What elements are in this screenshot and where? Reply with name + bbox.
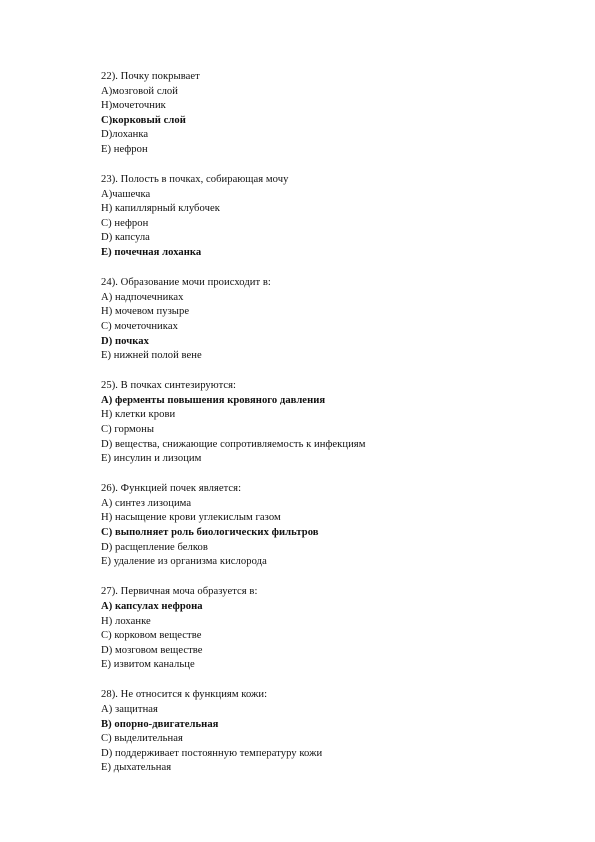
answer-option: С) корковом веществе — [101, 630, 202, 642]
question-stem: 25). В почках синтезируются: — [101, 380, 237, 392]
question-stem: 23). Полость в почках, собирающая мочу — [101, 174, 289, 186]
answer-option: Е) нефрон — [101, 143, 148, 155]
answer-option: А)мозговой слой — [101, 85, 178, 97]
answer-option: Н)мочеточник — [101, 100, 166, 112]
answer-option-correct: А) ферменты повышения кровяного давления — [101, 394, 326, 406]
answer-option-correct: С) выполняет роль биологических фильтров — [101, 527, 319, 539]
question-stem: 27). Первичная моча образуется в: — [101, 586, 258, 598]
answer-option-correct: D) почках — [101, 335, 149, 347]
answer-option: С) выделительная — [101, 733, 183, 745]
answer-option: Н) мочевом пузыре — [101, 306, 190, 318]
answer-option: D) вещества, снижающие сопротивляемость к инфекциям — [101, 438, 366, 450]
answer-option: Н) лоханке — [101, 615, 151, 627]
question-25 — [101, 379, 561, 467]
answer-option: Е) инсулин и лизоцим — [101, 453, 202, 465]
answer-option: Н) капиллярный клубочек — [101, 203, 220, 215]
answer-option: D) мозговом веществе — [101, 644, 203, 656]
question-24 — [101, 276, 561, 364]
answer-option: Е) извитом канальце — [101, 659, 195, 671]
question-28 — [101, 688, 561, 776]
answer-option: С) гормоны — [101, 423, 155, 435]
question-22 — [101, 70, 561, 158]
question-stem: 28). Не относится к функциям кожи: — [101, 689, 268, 701]
question-stem: 24). Образование мочи происходит в: — [101, 277, 271, 289]
answer-option: D)лоханка — [101, 129, 149, 141]
answer-option: А) надпочечниках — [101, 291, 184, 303]
answer-option: Е) дыхательная — [101, 762, 172, 774]
answer-option: D) расщепление белков — [101, 541, 208, 553]
question-23 — [101, 173, 561, 261]
answer-option: С) нефрон — [101, 217, 149, 229]
question-26 — [101, 482, 561, 570]
answer-option: С) мочеточниках — [101, 320, 178, 332]
answer-option-correct: А) капсулах нефрона — [101, 600, 203, 612]
answer-option: А) защитная — [101, 703, 158, 715]
answer-option: D) капсула — [101, 232, 150, 244]
answer-option-correct: В) опорно-двигательная — [101, 718, 219, 730]
question-stem: 26). Функцией почек является: — [101, 483, 242, 495]
answer-option: А)чашечка — [101, 188, 151, 200]
answer-option: Е) нижней полой вене — [101, 350, 202, 362]
answer-option: D) поддерживает постоянную температуру кожи — [101, 747, 323, 759]
answer-option-correct: Е) почечная лоханка — [101, 247, 202, 259]
answer-option: Е) удаление из организма кислорода — [101, 556, 267, 568]
document-page — [101, 70, 561, 791]
answer-option: Н) насыщение крови углекислым газом — [101, 512, 281, 524]
answer-option: Н) клетки крови — [101, 409, 176, 421]
question-stem: 22). Почку покрывает — [101, 71, 200, 82]
question-27 — [101, 585, 561, 673]
answer-option: А) синтез лизоцима — [101, 497, 192, 509]
answer-option-correct: С)корковый слой — [101, 114, 186, 126]
